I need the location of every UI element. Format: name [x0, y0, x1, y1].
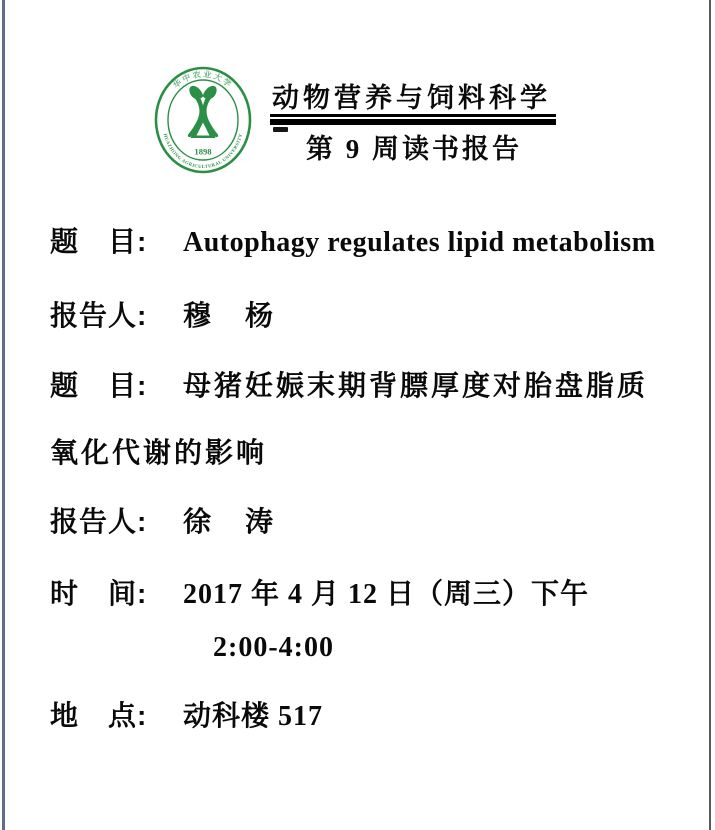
- field-label: 地 点:: [50, 700, 148, 731]
- field-label: 题 目:: [50, 226, 148, 257]
- field-value: 穆 杨: [183, 300, 277, 331]
- entry-row-location: [50, 700, 323, 733]
- field-label: 时 间:: [50, 578, 148, 609]
- seal-year: 1898: [194, 146, 212, 157]
- entry-row-title-1: [50, 226, 656, 259]
- field-value: 母猪妊娠末期背膘厚度对胎盘脂质: [183, 370, 649, 401]
- seal-arc-text-en: HUAZHONG AGRICULTURAL UNIVERSITY: [161, 133, 245, 171]
- seal-arc-text-cn: 华中农业大学: [171, 69, 235, 91]
- field-value: 2017 年 4 月 12 日（周三）下午: [183, 579, 590, 610]
- field-label: 报告人:: [50, 506, 148, 537]
- title-rule-thick: [270, 119, 556, 125]
- title-rule-thin: [270, 114, 556, 117]
- org-title: 动物营养与饲料科学: [272, 83, 551, 113]
- page-right-border: [709, 0, 711, 830]
- university-seal-icon: [153, 64, 253, 176]
- entry-row-speaker-2: [50, 506, 276, 538]
- entry-row-speaker-1: [50, 300, 276, 332]
- page-left-border: [2, 0, 5, 830]
- entry-row-title-2-line2: 氧化代谢的影响: [50, 437, 268, 468]
- field-value: 徐 涛: [183, 506, 277, 537]
- university-logo: [153, 64, 253, 176]
- rule-smudge-artifact: [273, 127, 288, 132]
- report-title: 第 9 周读书报告: [306, 134, 522, 164]
- field-label: 报告人:: [50, 300, 148, 331]
- entry-row-title-2: [50, 370, 648, 402]
- entry-row-time: [50, 578, 589, 611]
- field-label: 题 目:: [50, 370, 148, 401]
- field-value: 动科楼 517: [183, 701, 324, 732]
- field-value: Autophagy regulates lipid metabolism: [183, 227, 656, 258]
- entry-row-time-line2: 2:00-4:00: [213, 632, 334, 663]
